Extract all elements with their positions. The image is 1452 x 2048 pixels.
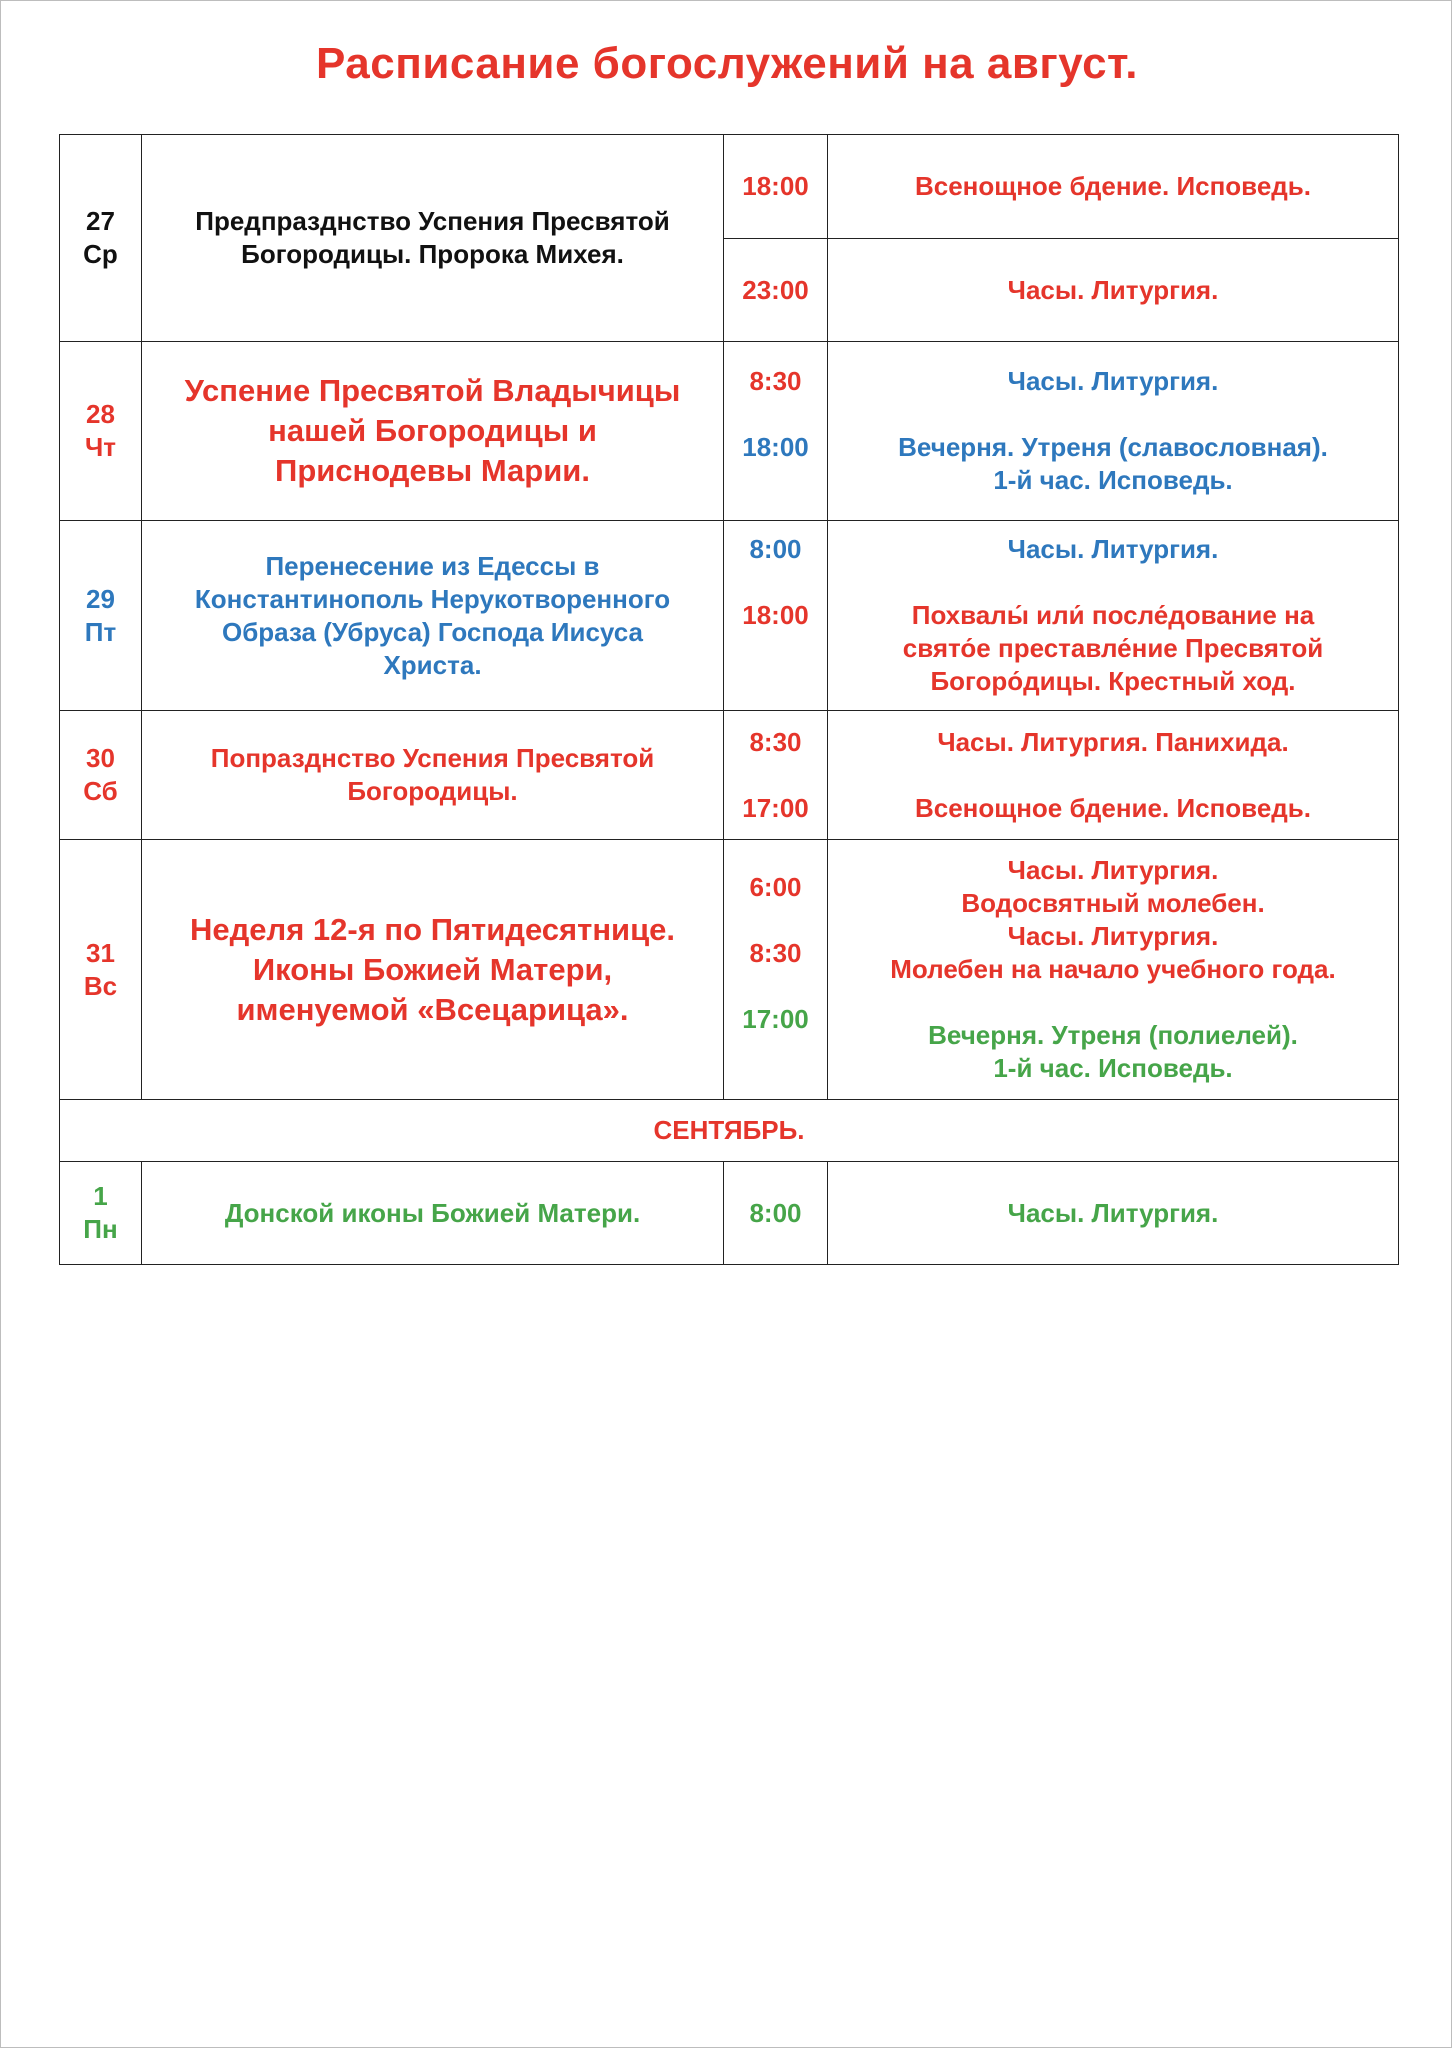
month-divider-row [60, 1100, 1399, 1162]
service-text: Всенощное бдение. Исповедь. [828, 135, 1399, 239]
day-cell [60, 1162, 142, 1265]
service-text: Всенощное бдение. Исповедь. [914, 792, 1311, 823]
service-time: 6:00 [749, 871, 802, 902]
service-time: 8:00 [749, 534, 802, 564]
service-time: 8:30 [749, 366, 802, 396]
service-text: Водосвятный молебен. [961, 888, 1265, 918]
service-text: Часы. Литургия. [1007, 921, 1219, 951]
table-row [60, 521, 1399, 711]
feast-line: Константинополь Нерукотворенного [194, 583, 671, 614]
feast-line: Приснодевы Марии. [275, 453, 590, 488]
day-number: 30 [86, 743, 115, 773]
day-cell [60, 840, 142, 1100]
service-text: Часы. Литургия. [828, 1162, 1399, 1265]
table-row [60, 840, 1399, 1100]
service-text: Вечерня. Утреня (славословная). [898, 432, 1328, 462]
feast-line: Образа (Убруса) Господа Иисуса [222, 616, 643, 647]
feast-line: именуемой «Всецарица». [236, 991, 629, 1027]
weekday: Вс [83, 970, 118, 1001]
service-text: Молебен на начало учебного года. [890, 954, 1336, 984]
weekday: Чт [84, 432, 116, 462]
service-time: 18:00 [724, 135, 828, 239]
service-cell [828, 840, 1399, 1100]
time-cell [724, 840, 828, 1100]
service-text: Часы. Литургия. [1007, 534, 1219, 564]
service-text: Часы. Литургия. [1007, 855, 1219, 885]
day-cell [60, 342, 142, 521]
service-time: 8:00 [724, 1162, 828, 1265]
service-time: 23:00 [724, 239, 828, 342]
feast-line: Богородицы. [347, 776, 518, 806]
schedule-table [59, 134, 1399, 1265]
day-cell [60, 521, 142, 711]
feast-line: Богородицы. Пророка Михея. [241, 239, 624, 269]
weekday: Пн [83, 1214, 118, 1244]
table-row [60, 342, 1399, 521]
weekday: Сб [83, 776, 118, 806]
table-row [60, 135, 1399, 239]
feast-cell [142, 342, 724, 521]
service-cell [828, 521, 1399, 711]
table-row [60, 1162, 1399, 1265]
service-time: 18:00 [742, 600, 809, 630]
service-text: Часы. Литургия. [1007, 366, 1219, 396]
service-time: 8:30 [749, 726, 802, 757]
service-text: 1-й час. Исповедь. [993, 465, 1233, 495]
service-text: 1-й час. Исповедь. [993, 1053, 1233, 1083]
month-divider: СЕНТЯБРЬ. [60, 1100, 1399, 1162]
feast-cell: Донской иконы Божией Матери. [142, 1162, 724, 1265]
feast-cell [142, 840, 724, 1100]
feast-cell [142, 521, 724, 711]
feast-line: Перенесение из Едессы в [265, 550, 600, 581]
day-number: 1 [93, 1181, 108, 1211]
service-time: 8:30 [749, 937, 802, 968]
service-text: Часы. Литургия. Панихида. [937, 726, 1289, 757]
service-text: свято́е преставле́ние Пресвятой [902, 633, 1324, 663]
page-title: Расписание богослужений на август. [316, 39, 1138, 88]
time-cell [724, 521, 828, 711]
service-text: Богоро́дицы. Крестный ход. [930, 666, 1296, 696]
feast-line: Попразднство Успения Пресвятой [210, 743, 655, 773]
day-cell [60, 135, 142, 342]
service-time: 17:00 [742, 792, 809, 823]
feast-line: Христа. [383, 649, 482, 680]
service-cell [828, 711, 1399, 840]
feast-cell [142, 711, 724, 840]
table-row [60, 711, 1399, 840]
day-number: 29 [86, 583, 115, 614]
feast-line: Успение Пресвятой Владычицы [184, 373, 681, 408]
service-time: 18:00 [742, 432, 809, 462]
day-cell [60, 711, 142, 840]
day-number: 27 [86, 206, 115, 236]
day-number: 28 [86, 399, 115, 429]
feast-line: Иконы Божией Матери, [252, 951, 613, 987]
service-text: Часы. Литургия. [828, 239, 1399, 342]
feast-line: нашей Богородицы и [268, 413, 597, 448]
feast-cell [142, 135, 724, 342]
feast-line: Неделя 12-я по Пятидесятнице. [189, 911, 676, 947]
service-text: Похвалы́ или́ после́дование на [911, 600, 1315, 630]
time-cell [724, 342, 828, 521]
service-cell [828, 342, 1399, 521]
weekday: Пт [84, 616, 117, 647]
day-number: 31 [86, 937, 115, 968]
service-time: 17:00 [742, 1003, 809, 1034]
feast-line: Предпразднство Успения Пресвятой [195, 206, 670, 236]
weekday: Ср [83, 239, 118, 269]
service-text: Вечерня. Утреня (полиелей). [928, 1020, 1298, 1050]
time-cell [724, 711, 828, 840]
